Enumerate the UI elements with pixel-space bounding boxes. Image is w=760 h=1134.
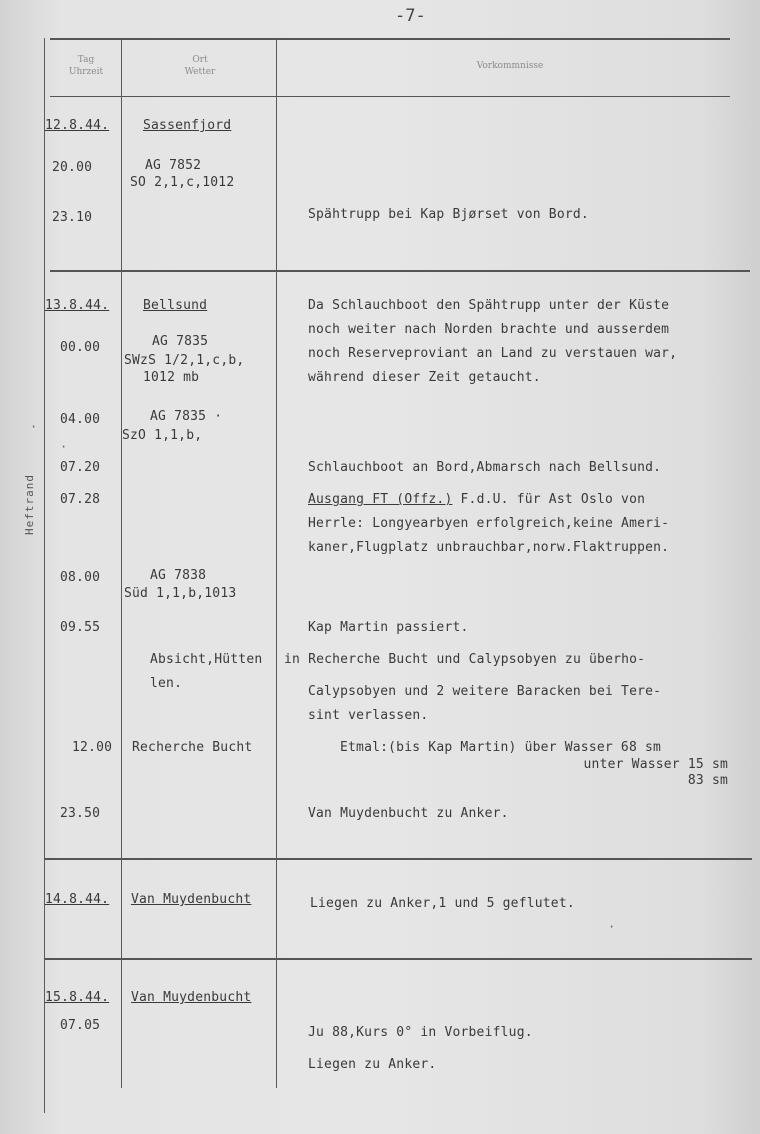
entry-text: in Recherche Bucht und Calypsobyen zu überho- [284, 652, 646, 667]
page-number: -7- [395, 6, 426, 26]
entry-text: während dieser Zeit getaucht. [308, 370, 541, 385]
entry-time: 07.05 [60, 1018, 101, 1033]
entry-time: 23.10 [52, 210, 93, 225]
entry-text: Etmal:(bis Kap Martin) über Wasser 68 sm [340, 740, 662, 755]
entry-time: 00.00 [60, 340, 101, 355]
entry-text: Herrle: Longyearbyen erfolgreich,keine Ameri- [308, 516, 670, 531]
header-col-date-line2: Uhrzeit [68, 67, 104, 77]
entry-place: Van Muydenbucht [131, 990, 252, 1005]
entry-location: Absicht,Hütten [150, 652, 263, 667]
entry-weather: Süd 1,1,b,1013 [124, 586, 237, 601]
entry-time: 23.50 [60, 806, 101, 821]
entry-text: Schlauchboot an Bord,Abmarsch nach Bellsund. [308, 460, 662, 475]
margin-mark: · [608, 920, 616, 934]
entry-text-continued: F.d.U. für Ast Oslo von [452, 492, 646, 507]
table-top-rule [50, 38, 730, 40]
entry-weather: SWzS 1/2,1,c,b, [124, 353, 245, 368]
margin-mark: · [60, 440, 68, 454]
outgoing-signal-label: Ausgang FT (Offz.) [308, 492, 453, 507]
entry-time: 20.00 [52, 160, 93, 175]
header-col-place [150, 54, 250, 78]
entry-text: 83 sm [687, 773, 728, 788]
entry-text: Liegen zu Anker. [308, 1057, 437, 1072]
entry-location: len. [150, 676, 183, 691]
column-rule-1 [121, 38, 122, 1088]
entry-date: 13.8.44. [45, 298, 110, 313]
entry-location: AG 7835 · [150, 409, 223, 424]
entry-time: 04.00 [60, 412, 101, 427]
entry-place: Sassenfjord [143, 118, 232, 133]
header-col-events: Vorkommnisse [476, 61, 544, 71]
column-rule-2 [276, 38, 277, 1088]
section-rule-2 [45, 858, 752, 860]
entry-time: 09.55 [60, 620, 101, 635]
entry-text: Kap Martin passiert. [308, 620, 469, 635]
entry-location: AG 7838 [150, 568, 207, 583]
binding-margin-label: Heftrand [23, 474, 36, 535]
entry-text: noch Reserveproviant an Land zu verstauen war, [308, 346, 678, 361]
entry-location: AG 7852 [145, 158, 202, 173]
entry-time: 08.00 [60, 570, 101, 585]
entry-time: 12.00 [72, 740, 113, 755]
entry-text: Liegen zu Anker,1 und 5 geflutet. [310, 896, 575, 911]
entry-location: AG 7835 [152, 334, 209, 349]
entry-text: sint verlassen. [308, 708, 429, 723]
header-col-place-line1: Ort [192, 55, 208, 65]
section-rule-3 [45, 958, 752, 960]
entry-text: kaner,Flugplatz unbrauchbar,norw.Flaktruppen. [308, 540, 670, 555]
entry-weather: SO 2,1,c,1012 [130, 175, 235, 190]
entry-date: 15.8.44. [45, 990, 110, 1005]
entry-weather: SzO 1,1,b, [122, 428, 203, 443]
entry-time: 07.20 [60, 460, 101, 475]
entry-text: noch weiter nach Norden brachte und ausserdem [308, 322, 670, 337]
section-rule-1 [50, 270, 750, 272]
entry-text: Ju 88,Kurs 0° in Vorbeiflug. [308, 1025, 533, 1040]
header-col-date-line1: Tag [77, 55, 95, 65]
margin-mark: · [30, 420, 38, 434]
header-bottom-rule [50, 96, 730, 97]
entry-date: 12.8.44. [45, 118, 110, 133]
header-col-place-line2: Wetter [184, 67, 216, 77]
column-rule-left [44, 38, 45, 1113]
entry-place: Bellsund [143, 298, 208, 313]
entry-text: Calypsobyen und 2 weitere Baracken bei Tere- [308, 684, 662, 699]
entry-text: Da Schlauchboot den Spähtrupp unter der Küste [308, 298, 670, 313]
entry-time: 07.28 [60, 492, 101, 507]
entry-text: Spähtrupp bei Kap Bjørset von Bord. [308, 207, 589, 222]
entry-location: Recherche Bucht [132, 740, 253, 755]
header-col-date [56, 54, 116, 78]
entry-weather: 1012 mb [143, 370, 200, 385]
entry-text: Van Muydenbucht zu Anker. [308, 806, 509, 821]
entry-text [308, 492, 645, 507]
entry-date: 14.8.44. [45, 892, 110, 907]
entry-place: Van Muydenbucht [131, 892, 252, 907]
entry-text: unter Wasser 15 sm [583, 757, 728, 772]
